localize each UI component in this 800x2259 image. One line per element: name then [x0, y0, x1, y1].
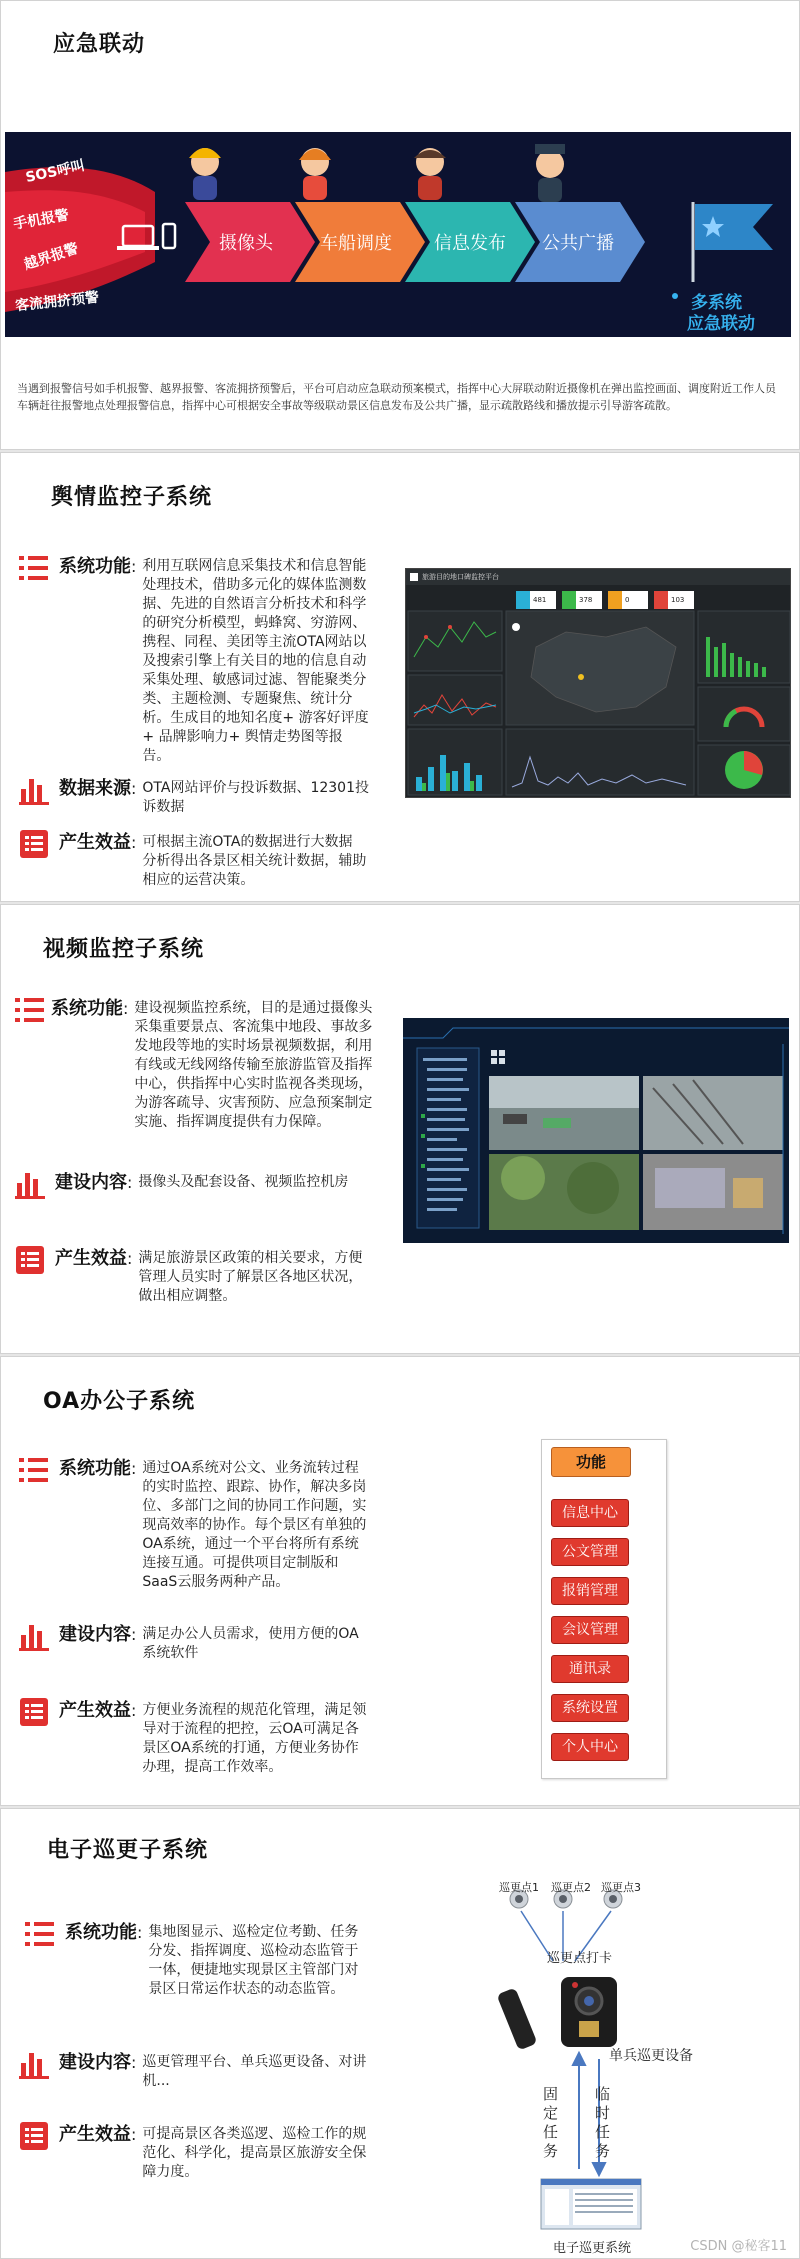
dashboard-title: 旅游目的地口碑监控平台 — [422, 573, 499, 581]
slide-emergency — [0, 0, 800, 450]
label-function: 系统功能 — [65, 1922, 137, 1943]
row-benefit: 产生效益 : 可根据主流OTA的数据进行大数据分析得出各景区相关统计数据，辅助相应的运营决策。 — [19, 829, 366, 890]
label-benefit: 产生效益 — [59, 2124, 131, 2145]
text-function: 利用互联网信息采集技术和信息智能处理技术，借助多元化的媒体监测数据、先进的自然语言分析技术和科学的研究分析模型，蚂蜂窝、穷游网、携程、同程、美团等主流OTA网站以及搜索引擎上有关目的地的信息自动采集处理、敏感词过滤、智能聚类分类、主题检测、专题聚焦、统计分析。生成目的地知名度+ 游客好评度+ 品牌影响力+ 舆情走势图等报告。 — [142, 558, 369, 764]
section-title: OA办公子系统 — [43, 1389, 196, 1414]
function-panel-title: 功能 — [551, 1447, 631, 1477]
bar-chart-icon — [19, 1621, 49, 1651]
text-benefit: 满足旅游景区政策的相关要求，方便管理人员实时了解景区各地区状况，做出相应调整。 — [138, 1250, 363, 1304]
label-function: 系统功能 — [59, 1458, 131, 1479]
function-panel — [541, 1439, 667, 1779]
alarm-sos: SOS呼叫 — [24, 157, 87, 187]
stat-tile: 0 — [608, 591, 648, 609]
label-source: 数据来源 — [59, 778, 131, 799]
function-item[interactable]: 公文管理 — [551, 1538, 629, 1566]
function-item[interactable]: 报销管理 — [551, 1577, 629, 1605]
row-benefit: 产生效益 : 可提高景区各类巡逻、巡检工作的规范化、科学化，提高景区旅游安全保障力度。 — [19, 2121, 376, 2182]
section-title: 电子巡更子系统 — [47, 1838, 209, 1863]
dashboard-panels — [406, 587, 792, 799]
document-icon — [19, 2121, 49, 2151]
patrol-system-screen — [541, 2179, 641, 2229]
checkpoint-label: 巡更点2 — [551, 1881, 591, 1894]
fixed-task-label: 固定任务 — [543, 2085, 559, 2160]
text-benefit: 可根据主流OTA的数据进行大数据分析得出各景区相关统计数据，辅助相应的运营决策。 — [142, 834, 367, 888]
row-content: 建设内容 : 摄像头及配套设备、视频监控机房 — [15, 1169, 360, 1199]
list-icon — [19, 553, 49, 583]
temp-task-label: 临时任务 — [595, 2085, 611, 2160]
row-function: 系统功能 : 利用互联网信息采集技术和信息智能处理技术，借助多元化的媒体监测数据、先进的自然语言分析技术和科学的研究分析模型，蚂蜂窝、穷游网、携程、同程、美团等主流OTA网站以及搜索引擎上有关目的地的信息自动采集处理、敏感词过滤、智能聚类分类、主题检测、专题聚焦、统计分析。生成目的地知名度+ 游客好评度+ 品牌影响力+ 舆情走势图等报告。 — [19, 553, 370, 766]
system-label: 电子巡更系统 — [553, 2241, 632, 2256]
label-content: 建设内容 — [59, 2052, 131, 2073]
row-content: 建设内容 : 满足办公人员需求，使用方便的OA系统软件 — [19, 1621, 364, 1663]
stat-tile: 103 — [654, 591, 694, 609]
function-item[interactable]: 通讯录 — [551, 1655, 629, 1683]
text-source: OTA网站评价与投诉数据、12301投诉数据 — [142, 780, 369, 815]
text-function: 集地图显示、巡检定位考勤、任务分发、指挥调度、巡检动态监管于一体，便捷地实现景区主管部门对景区日常运作状态的动态监管。 — [148, 1924, 359, 1997]
document-icon — [19, 1697, 49, 1727]
label-benefit: 产生效益 — [59, 1700, 131, 1721]
person-icon — [535, 144, 565, 202]
bar-chart-icon — [19, 2049, 49, 2079]
slide-public-opinion — [0, 452, 800, 902]
monitor-dashboard — [405, 568, 791, 798]
stat-tile: 378 — [562, 591, 602, 609]
row-function: 系统功能 : 集地图显示、巡检定位考勤、任务分发、指挥调度、巡检动态监管于一体，便捷地实现景区主管部门对景区日常运作状态的动态监管。 — [25, 1919, 366, 1999]
slide-patrol — [0, 1808, 800, 2259]
list-icon — [15, 995, 45, 1025]
row-function: 系统功能 : 建设视频监控系统，目的是通过摄像头采集重要景点、客流集中地段、事故多发地段等地的实时场景视频数据，利用有线或无线网络传输至旅游监管及指挥中心，供指挥中心实时监视各类现场，为游客疏导、灾害预防、应急预案制定实施、指挥调度提供有力保障。 — [15, 995, 372, 1132]
page-title: 应急联动 — [53, 32, 146, 57]
row-content: 建设内容 : 巡更管理平台、单兵巡更设备、对讲机... — [19, 2049, 370, 2091]
list-icon — [25, 1919, 55, 1949]
function-item[interactable]: 信息中心 — [551, 1499, 629, 1527]
checkpoint-label: 巡更点3 — [601, 1881, 641, 1894]
text-content: 摄像头及配套设备、视频监控机房 — [138, 1174, 349, 1190]
device-label: 单兵巡更设备 — [609, 2048, 693, 2064]
function-item[interactable]: 系统设置 — [551, 1694, 629, 1722]
checkpoint-label: 巡更点1 — [499, 1881, 539, 1894]
document-icon — [15, 1245, 45, 1275]
flow-camera: 摄像头 — [219, 233, 273, 254]
label-content: 建设内容 — [55, 1172, 127, 1193]
bar-chart-icon — [19, 775, 49, 805]
body-camera-icon — [561, 1977, 617, 2047]
alarm-phone: 手机报警 — [12, 207, 71, 233]
function-item[interactable]: 个人中心 — [551, 1733, 629, 1761]
result-line1: 多系统 — [691, 293, 742, 313]
scanner-icon — [496, 1987, 537, 2050]
text-content: 巡更管理平台、单兵巡更设备、对讲机... — [142, 2054, 367, 2089]
logo-icon — [410, 573, 418, 581]
label-function: 系统功能 — [59, 556, 131, 577]
text-content: 满足办公人员需求，使用方便的OA系统软件 — [142, 1626, 359, 1661]
document-icon — [19, 829, 49, 859]
function-item[interactable]: 会议管理 — [551, 1616, 629, 1644]
flow-broadcast: 公共广播 — [542, 233, 614, 254]
flow-dispatch: 车船调度 — [320, 233, 392, 254]
text-function: 通过OA系统对公文、业务流转过程的实时监控、跟踪、协作，解决多岗位、多部门之间的协同工作问题，实现高效率的协作。每个景区有单独的OA系统，通过一个平台将所有系统连接互通。可提供项目定制版和SaaS云服务两种产品。 — [142, 1460, 367, 1590]
text-function: 建设视频监控系统，目的是通过摄像头采集重要景点、客流集中地段、事故多发地段等地的实时场景视频数据，利用有线或无线网络传输至旅游监管及指挥中心，供指挥中心实时监视各类现场，为游客疏导、灾害预防、应急预案制定实施、指挥调度提供有力保障。 — [134, 1000, 373, 1130]
alarm-crowd: 客流拥挤预警 — [14, 289, 100, 315]
stat-tile: 481 — [516, 591, 556, 609]
video-monitor-screenshot — [403, 1018, 789, 1243]
text-benefit: 可提高景区各类巡逻、巡检工作的规范化、科学化，提高景区旅游安全保障力度。 — [142, 2126, 367, 2180]
alarm-boundary: 越界报警 — [22, 240, 81, 274]
label-benefit: 产生效益 — [55, 1248, 127, 1269]
result-line2: 应急联动 — [687, 314, 755, 334]
label-benefit: 产生效益 — [59, 832, 131, 853]
watermark: CSDN @秘客11 — [690, 2239, 787, 2254]
row-benefit: 产生效益 : 满足旅游景区政策的相关要求，方便管理人员实时了解景区各地区状况，做出相应调整。 — [15, 1245, 366, 1306]
checkin-label: 巡更点打卡 — [547, 1951, 613, 1966]
row-source: 数据来源 : OTA网站评价与投诉数据、12301投诉数据 — [19, 775, 374, 817]
label-function: 系统功能 — [51, 998, 123, 1019]
slide-video-monitoring — [0, 904, 800, 1354]
text-benefit: 方便业务流程的规范化管理，满足领导对于流程的把控，云OA可满足各景区OA系统的打通，方便业务协作办理，提高工作效率。 — [142, 1702, 367, 1775]
section-title: 舆情监控子系统 — [51, 485, 213, 510]
emergency-description: 当遇到报警信号如手机报警、越界报警、客流拥挤预警后，平台可启动应急联动预案模式，指挥中心大屏联动附近摄像机在弹出监控画面、调度附近工作人员车辆赶往报警地点处理报警信息，指挥中心可根据安全事故等级联动景区信息发布及公共广播，显示疏散路线和播放提示引导游客疏散。 — [17, 382, 776, 412]
row-benefit: 产生效益 : 方便业务流程的规范化管理，满足领导对于流程的把控，云OA可满足各景区OA系统的打通，方便业务协作办理，提高工作效率。 — [19, 1697, 370, 1777]
bar-chart-icon — [15, 1169, 45, 1199]
row-function: 系统功能 : 通过OA系统对公文、业务流转过程的实时监控、跟踪、协作，解决多岗位、多部门之间的协同工作问题，实现高效率的协作。每个景区有单独的OA系统，通过一个平台将所有系统连接互通。可提供项目定制版和SaaS云服务两种产品。 — [19, 1455, 370, 1592]
slide-oa-office — [0, 1356, 800, 1806]
list-icon — [19, 1455, 49, 1485]
flow-info: 信息发布 — [434, 233, 506, 254]
label-content: 建设内容 — [59, 1624, 131, 1645]
section-title: 视频监控子系统 — [43, 937, 205, 962]
